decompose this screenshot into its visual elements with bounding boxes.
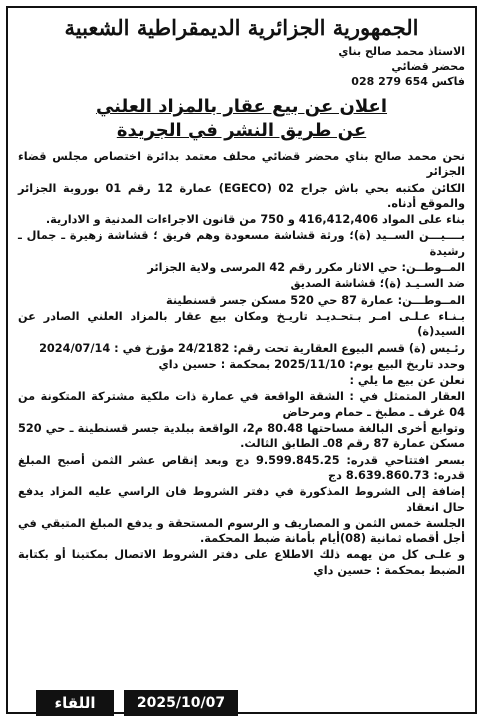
newspaper-name: اللقاء — [36, 690, 114, 716]
paragraph-court-order: رئـيس (ة) قسم البيوع العقارية تحت رقم: 24/2182 مؤرخ في : 2024/07/14 — [39, 341, 465, 355]
paragraph-property-description: العقار المتمثل في : الشقة الواقعة في عمارة ذات ملكية مشتركة المتكونة من 04 غرف ـ مطبخ ـ حمام ومرحاض — [18, 390, 465, 419]
fax-number: فاكس 654 279 028 — [351, 75, 465, 88]
notice-heading-line1: اعلان عن بيع عقار بالمزاد العلني — [95, 96, 388, 117]
publication-date: 2025/10/07 — [124, 690, 238, 716]
paragraph-contact: و علـى كل من يهمه ذلك الاطلاع على دفتر الشروط الاتصال بمكتبنا أو بكتابة الضبط بمحكمة : حسين داي — [18, 548, 465, 577]
paragraph-bailiff-intro: نحن محمد صالح بناي محضر قضائي محلف معتمد بدائرة اختصاص مجلس قضاء الجزائر — [18, 150, 465, 179]
republic-title: الجمهورية الجزائرية الديمقراطية الشعبية — [64, 15, 419, 40]
paragraph-plaintiffs: بــــيـــن الســيد (ة)؛ ورثة قشاشة مسعودة وهم فريق ؛ قشاشة زهيرة ـ جمال ـ رشيدة — [18, 229, 465, 258]
paragraph-order-basis: بـنـاء عـلـى امـر بـتحـديـد تاريـخ ومكان بيع عقار بالمزاد العلني الصادر عن السيد(ة) — [18, 309, 465, 339]
paragraph-legal-basis: بناء على المواد 416,412,406 و 750 من قانون الاجراءات المدنية و الادارية. — [45, 213, 465, 227]
paragraph-payment-terms: الجلسة خمس الثمن و المصاريف و الرسوم المستحقة و يدفع المبلغ المتبقي في أجل أقصاه ثمانية (08)أيام بأمانة ضبط المحكمة. — [18, 516, 465, 546]
paragraph-price: بسعر افتتاحي قدره: 9.599.845.25 دج وبعد إنقاص عشر الثمن أصبح المبلغ قدره: 8.639.860.73 دج — [18, 453, 465, 482]
publication-footer — [6, 690, 306, 716]
paragraph-property-details: وتوابع أخرى البالغة مساحتها 80.48 م2، الواقعة ببلدية جسر قسنطينة ـ حي 520 مسكن عمارة 87 رقم 08ـ الطابق الثالث. — [18, 422, 465, 451]
paragraph-defendant-domicile: المــوطـــن: عمارة 87 حي 520 مسكن جسر قسنطينة — [165, 293, 465, 307]
bailiff-name: الاستاذ محمد صالح بناي — [338, 45, 465, 58]
paragraph-sale-date: وحدد تاريخ البيع يوم: 2025/11/10 بمحكمة : حسين داي — [158, 357, 465, 371]
paragraph-announcement: نعلن عن بيع ما يلي : — [349, 374, 465, 388]
paragraph-plaintiffs-domicile: المــوطــن: حي الاثار مكرر رقم 42 المرسى ولاية الجزائر — [147, 261, 465, 275]
notice-heading-line2: عن طريق النشر في الجريدة — [116, 120, 367, 141]
bailiff-title: محضر قضائي — [391, 60, 465, 73]
paragraph-conditions: إضافة إلى الشروط المذكورة في دفتر الشروط فان الراسي عليه المزاد يدفع حال انعقاد — [18, 485, 465, 514]
notice-frame — [6, 6, 477, 714]
paragraph-office-address: الكائن مكتبه بحي باش جراح 02 (EGECO) عمارة 12 رقم 01 بوروبة الجزائر والموقع أدناه. — [18, 181, 465, 210]
paragraph-defendant: ضد السـيـد (ة)؛ قشاشة الصديق — [290, 277, 465, 291]
